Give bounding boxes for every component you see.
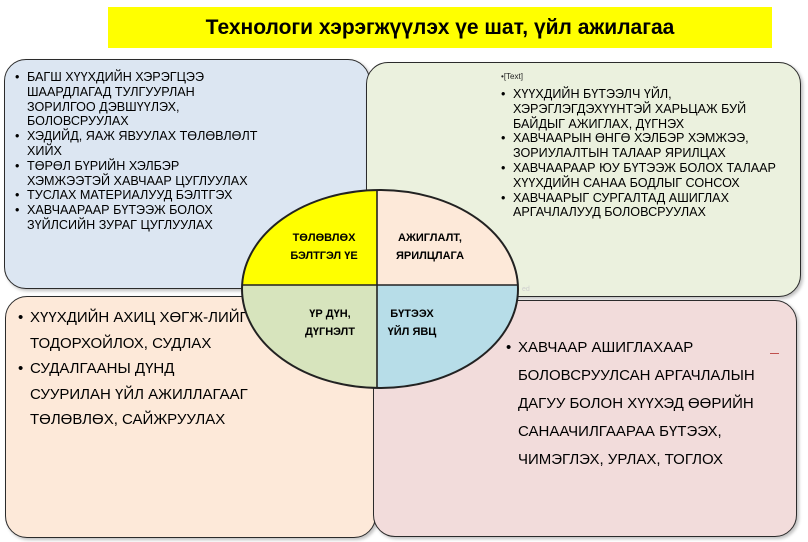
center-label-planning: ТӨЛӨВЛӨХ БЭЛТГЭЛ ҮЕ <box>290 232 358 262</box>
list-item: • ХАВЧААР АШИГЛАХААР БОЛОВСРУУЛСАН АРГАЧЛАЛЫН ДАГУУ БОЛОН ХҮҮХЭД ӨӨРИЙН САНААЧИЛГААРАА БҮТЭЭХ, ЧИМЭГЛЭХ, УРЛАХ, ТОГЛОХ <box>506 334 786 474</box>
text-placeholder-tag: •[Text] <box>501 72 523 81</box>
list-item: • ХАВЧААРААР ЮУ БҮТЭЭЖ БОЛОХ ТАЛААР ХҮҮХДИЙН САНАА БОДЛЫГ СОНСОХ <box>501 161 791 191</box>
title-banner <box>108 7 772 48</box>
list-item: • ТӨРӨЛ БҮРИЙН ХЭЛБЭР ХЭМЖЭЭТЭЙ ХАВЧААР ЦУГЛУУЛАХ <box>15 159 265 189</box>
text-tag-label: [Text] <box>503 72 523 81</box>
center-ellipse <box>238 186 522 392</box>
result-list <box>18 305 248 433</box>
center-label-process: БҮТЭЭХ ҮЙЛ ЯВЦ <box>387 308 437 338</box>
center-label-observation: АЖИГЛАЛТ, ЯРИЛЦЛАГА <box>395 232 465 262</box>
list-item: • ХҮҮХДИЙН АХИЦ ХӨГЖ-ЛИЙГ ТОДОРХОЙЛОХ, СУДЛАХ <box>18 305 248 356</box>
center-label-result: ҮР ДҮН, ДҮГНЭЛТ <box>305 308 355 338</box>
faint-mark: ed <box>522 286 530 293</box>
list-item: • ХҮҮХДИЙН БҮТЭЭЛЧ ҮЙЛ, ХЭРЭГЛЭГДЭХҮҮНТЭЙ ХАРЬЦАЖ БУЙ БАЙДЫГ АЖИГЛАХ, ДҮГНЭХ <box>501 87 791 131</box>
process-list <box>506 334 786 474</box>
list-item: • ХАВЧААРЫГ СУРГАЛТАД АШИГЛАХ АРГАЧЛАЛУУД БОЛОВСРУУЛАХ <box>501 191 791 221</box>
list-item: • БАГШ ХҮҮХДИЙН ХЭРЭГЦЭЭ ШААРДЛАГАД ТУЛГУУРЛАН ЗОРИЛГОО ДЭВШҮҮЛЭХ, БОЛОВСРУУЛАХ <box>15 70 265 129</box>
list-item: • СУДАЛГААНЫ ДҮНД СУУРИЛАН ҮЙЛ АЖИЛЛАГААГ ТӨЛӨВЛӨХ, САЙЖРУУЛАХ <box>18 356 248 433</box>
list-item: • ХЭДИЙД, ЯАЖ ЯВУУЛАХ ТӨЛӨВЛӨЛТ ХИЙХ <box>15 129 265 159</box>
red-tick-mark <box>770 353 779 354</box>
planning-list <box>15 70 265 233</box>
list-item: • ХАВЧААРЫН ӨНГӨ ХЭЛБЭР ХЭМЖЭЭ, ЗОРИУЛАЛТЫН ТАЛААР ЯРИЛЦАХ <box>501 131 791 161</box>
list-item: • ХАВЧААРААР БҮТЭЭЖ БОЛОХ ЗҮЙЛСИЙН ЗУРАГ ЦУГЛУУЛАХ <box>15 203 265 233</box>
observation-list <box>501 87 791 220</box>
list-item: • ТУСЛАХ МАТЕРИАЛУУД БЭЛТГЭХ <box>15 188 265 203</box>
page-title: Технологи хэрэгжүүлэх үе шат, үйл ажилагаа <box>205 15 675 39</box>
